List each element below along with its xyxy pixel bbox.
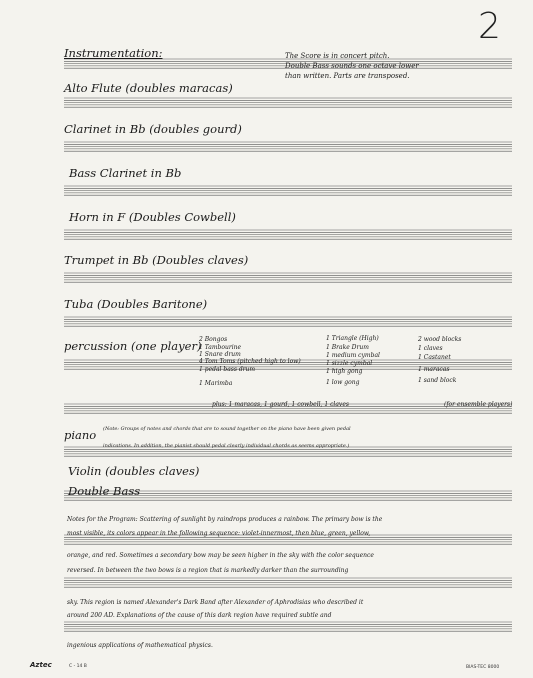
staff <box>64 186 512 195</box>
perc-col2-item: 1 high gong <box>326 368 363 375</box>
staff <box>64 98 512 107</box>
score-note-line-2: Double Bass sounds one octave lower <box>285 62 419 70</box>
footer-code-right: BIAS-TEC 8000 <box>466 665 500 670</box>
instrument-double-bass: Double Bass <box>68 484 141 498</box>
program-notes-line: Notes for the Program: Scattering of sunlight by raindrops produces a rainbow. The primary bow is the <box>67 516 383 523</box>
perc-col3-item: 2 wood blocks <box>418 336 462 343</box>
program-notes-line: around 200 AD. Explanations of the cause of this dark region have required subtle and <box>67 612 332 619</box>
perc-col1-item: 1 Snare drum <box>199 351 241 358</box>
ensemble-note: (for ensemble players) <box>444 401 513 408</box>
staff <box>64 622 512 631</box>
perc-plus-line: plus: 1 maracas, 1 gourd, 1 cowbell, 1 claves <box>212 401 349 408</box>
brand-logo: Aztec <box>30 661 52 669</box>
instrument-bass-clarinet: Bass Clarinet in Bb <box>69 166 182 180</box>
page-number: 2 <box>478 6 501 47</box>
perc-col2-item: 1 sizzle cymbal <box>326 360 373 367</box>
perc-col2-item: 1 medium cymbal <box>326 352 380 359</box>
piano-note-line-2: indications. In addition, the pianist should pedal clearly individual chords as seems appropriate.) <box>103 443 350 449</box>
score-note-line-1: The Score is in concert pitch. <box>285 52 390 60</box>
perc-col2-item: 1 Triangle (High) <box>326 335 379 342</box>
instrument-horn: Horn in F (Doubles Cowbell) <box>69 210 236 224</box>
perc-col2-item: 1 Brake Drum <box>326 344 369 351</box>
instrument-violin: Violin (doubles claves) <box>68 464 200 478</box>
instrument-percussion: percussion (one player) <box>64 339 202 353</box>
staff <box>64 230 512 239</box>
program-notes-line: sky. This region is named Alexander's Dark Band after Alexander of Aphrodisias who described it <box>67 599 364 606</box>
instrument-trumpet: Trumpet in Bb (Doubles claves) <box>64 253 249 267</box>
staff <box>64 578 512 587</box>
staff <box>64 273 512 282</box>
perc-col1-item: 1 Tambourine <box>199 344 242 351</box>
perc-col2-item: 1 low gong <box>326 379 360 386</box>
perc-col3-item: 1 Castanet <box>418 354 451 361</box>
program-notes-line: ingenious applications of mathematical physics. <box>67 642 213 649</box>
perc-col3-item: 1 claves <box>418 345 443 352</box>
staff <box>64 142 512 151</box>
perc-col1-item: 2 Bongos <box>199 336 228 343</box>
program-notes-line: orange, and red. Sometimes a secondary bow may be seen higher in the sky with the color sequence <box>67 552 374 559</box>
footer-code-left: C - 14 B <box>69 664 87 669</box>
program-notes-line: reversed. In between the two bows is a region that is markedly darker than the surrounding <box>67 567 349 574</box>
instrument-clarinet: Clarinet in Bb (doubles gourd) <box>64 122 242 136</box>
instrument-piano: piano <box>64 428 97 442</box>
perc-col3-item: 1 maracas <box>418 366 450 373</box>
piano-note-line-1: (Note: Groups of notes and chords that are to sound together on the piano have been given pedal <box>103 426 351 432</box>
perc-col1-item: 1 Marimba <box>199 380 233 387</box>
program-notes-line: most visible, its colors appear in the following sequence: violet-innermost, then blue, green, yellow, <box>67 530 371 537</box>
score-note-line-3: than written. Parts are transposed. <box>285 72 410 80</box>
instrument-alto-flute: Alto Flute (doubles maracas) <box>64 81 233 95</box>
staff <box>64 317 512 326</box>
instrument-tuba: Tuba (Doubles Baritone) <box>64 297 208 311</box>
instrumentation-heading: Instrumentation: <box>64 46 163 60</box>
perc-col1-item: 1 pedal bass drum <box>199 366 256 373</box>
perc-col3-item: 1 sand block <box>418 377 457 384</box>
perc-col1-item: 4 Tom Toms (pitched high to low) <box>199 358 301 365</box>
